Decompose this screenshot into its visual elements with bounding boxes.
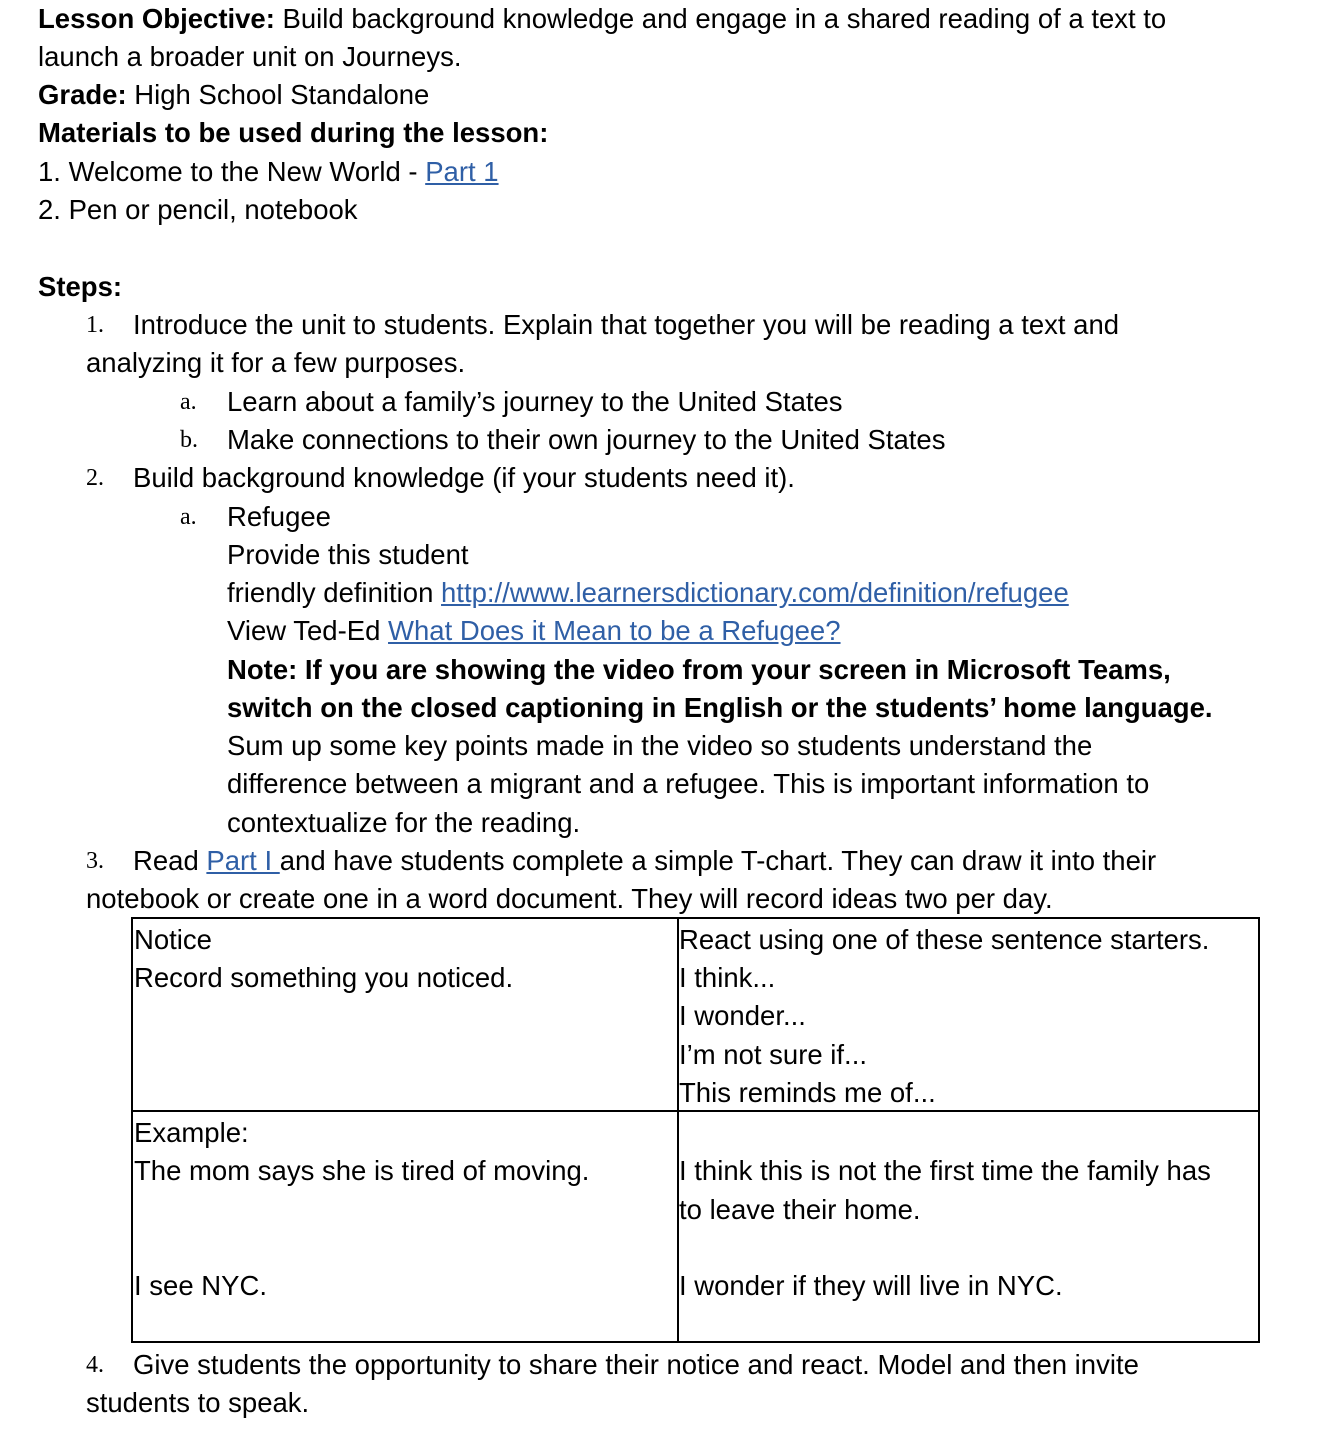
step-3-line-2: notebook or create one in a word document. They will record ideas two per day. [86,883,1053,914]
view-ted-ed-text: View Ted-Ed [227,615,389,646]
sentence-starter: I’m not sure if... [679,1039,867,1070]
example-react-1-line-2: to leave their home. [679,1194,921,1225]
step-4-line-1: Give students the opportunity to share their notice and react. Model and then invite [133,1349,1139,1380]
step-1-line-1: Introduce the unit to students. Explain that together you will be reading a text and [133,309,1120,340]
provide-line: Provide this student [227,539,469,570]
part-1-link[interactable]: Part 1 [425,156,499,187]
step-2-number: 2. [86,465,104,491]
sentence-starter: This reminds me of... [679,1077,936,1108]
step-1a-marker: a. [180,389,197,415]
grade-value: High School Standalone [126,79,430,110]
step-4-number: 4. [86,1352,104,1378]
example-react-1-line-1: I think this is not the first time the family has [679,1155,1211,1186]
summary-line-1: Sum up some key points made in the video so students understand the [227,730,1093,761]
material-item-1-text: 1. Welcome to the New World - [38,156,426,187]
step-1-line-2: analyzing it for a few purposes. [86,347,466,378]
definition-link[interactable]: http://www.learnersdictionary.com/definition/refugee [441,577,1069,608]
definition-line [227,574,1069,612]
read-text: Read [133,845,207,876]
step-3-number: 3. [86,848,104,874]
example-notice-1: The mom says she is tired of moving. [134,1155,590,1186]
example-label: Example: [134,1117,249,1148]
t-chart-left-header-1: Notice [134,924,212,955]
summary-line-2: difference between a migrant and a refugee. This is important information to [227,768,1150,799]
example-react-2: I wonder if they will live in NYC. [679,1270,1063,1301]
note-line-1: Note: If you are showing the video from your screen in Microsoft Teams, [227,654,1171,685]
objective-line-2: launch a broader unit on Journeys. [38,41,462,72]
material-item-1 [38,153,499,191]
step-4-line-2: students to speak. [86,1387,310,1418]
step-1b-text: Make connections to their own journey to the United States [227,424,946,455]
step-2-line-1: Build background knowledge (if your students need it). [133,462,795,493]
step-2a-marker: a. [180,504,197,530]
refugee-video-link[interactable]: What Does it Mean to be a Refugee? [388,615,841,646]
video-line [227,612,841,650]
part-i-link[interactable]: Part I [206,845,280,876]
friendly-definition-text: friendly definition [227,577,442,608]
t-chart-left-header-2: Record something you noticed. [134,962,514,993]
step-3-rest: and have students complete a simple T-chart. They can draw it into their [279,845,1157,876]
sentence-starter: I wonder... [679,1000,806,1031]
sentence-starter: I think... [679,962,776,993]
t-chart-right-header-1: React using one of these sentence starters. [679,924,1210,955]
step-1b-marker: b. [180,427,198,453]
note-line-2: switch on the closed captioning in English or the students’ home language. [227,692,1213,723]
grade-line [38,76,429,114]
grade-label: Grade: [38,79,127,110]
step-1a-text: Learn about a family’s journey to the United States [227,386,843,417]
steps-label: Steps: [38,271,123,302]
step-2a-title: Refugee [227,501,331,532]
step-1-number: 1. [86,312,104,338]
summary-line-3: contextualize for the reading. [227,807,581,838]
step-3-line-1 [133,842,1156,880]
example-notice-2: I see NYC. [134,1270,267,1301]
material-item-2: 2. Pen or pencil, notebook [38,194,358,225]
objective-label: Lesson Objective: [38,3,275,34]
objective-line-1 [38,0,1166,38]
materials-label: Materials to be used during the lesson: [38,117,549,148]
objective-text: Build background knowledge and engage in a shared reading of a text to [274,3,1167,34]
